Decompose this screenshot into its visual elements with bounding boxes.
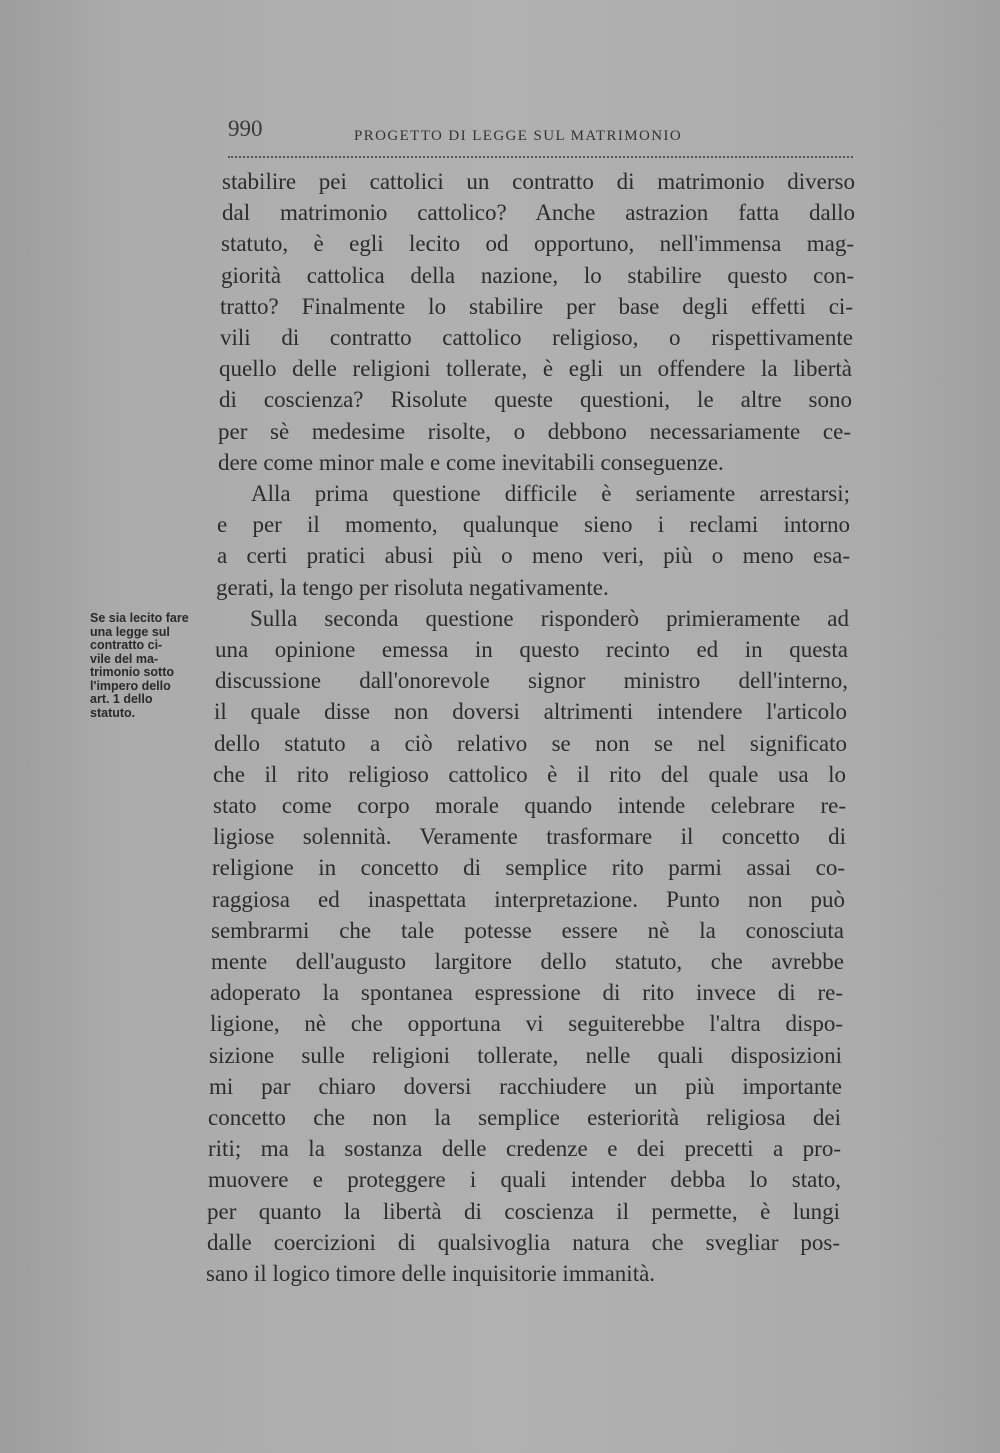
body-line: ligione, nè che opportuna vi seguiterebbe l'altra dispo- bbox=[210, 1011, 843, 1036]
body-line: una opinione emessa in questo recinto ed in questa bbox=[215, 637, 848, 662]
body-line: dal matrimonio cattolico? Anche astrazion fatta dallo bbox=[222, 200, 855, 225]
running-title: PROGETTO DI LEGGE SUL MATRIMONIO bbox=[354, 128, 683, 144]
marginal-note bbox=[90, 612, 214, 720]
body-line: sano il logico timore delle inquisitorie immanità. bbox=[206, 1261, 656, 1286]
marginal-note-line: l'impero dello bbox=[90, 678, 171, 693]
header-rule bbox=[228, 156, 853, 158]
body-line: di coscienza? Risolute queste questioni, le altre sono bbox=[219, 387, 852, 412]
page-number: 990 bbox=[228, 116, 263, 141]
marginal-note-line: trimonio sotto bbox=[90, 665, 175, 679]
body-line: il quale disse non doversi altrimenti intendere l'articolo bbox=[214, 699, 847, 724]
body-line: quello delle religioni tollerate, è egli un offendere la libertà bbox=[219, 356, 852, 381]
body-line: dere come minor male e come inevitabili conseguenze. bbox=[218, 450, 724, 475]
body-line: e per il momento, qualunque sieno i reclami intorno bbox=[217, 512, 850, 537]
body-line: dello statuto a ciò relativo se non se nel significato bbox=[214, 731, 847, 756]
body-line: stabilire pei cattolici un contratto di matrimonio diverso bbox=[222, 169, 855, 194]
body-line: sembrarmi che tale potesse essere nè la conosciuta bbox=[211, 918, 844, 943]
body-line: concetto che non la semplice esteriorità religiosa dei bbox=[208, 1105, 841, 1130]
page-header bbox=[228, 116, 853, 148]
marginal-note-line: statuto. bbox=[90, 705, 136, 720]
body-line: sizione sulle religioni tollerate, nelle quali disposizioni bbox=[209, 1043, 842, 1068]
body-line: vili di contratto cattolico religioso, o rispettivamente bbox=[220, 325, 853, 350]
body-line: raggiosa ed inaspettata interpretazione. Punto non può bbox=[212, 887, 845, 912]
body-line: religione in concetto di semplice rito parmi assai co- bbox=[212, 855, 845, 880]
body-line: tratto? Finalmente lo stabilire per base degli effetti ci- bbox=[220, 294, 853, 319]
body-line: a certi pratici abusi più o meno veri, più o meno esa- bbox=[217, 543, 850, 568]
body-line: Sulla seconda questione risponderò primieramente ad bbox=[250, 606, 849, 631]
body-line: gerati, la tengo per risoluta negativamente. bbox=[216, 575, 609, 600]
marginal-note-line: vile del ma- bbox=[90, 651, 159, 666]
body-line: discussione dall'onorevole signor ministro dell'interno, bbox=[215, 668, 848, 693]
body-line: per sè medesime risolte, o debbono necessariamente ce- bbox=[218, 419, 851, 444]
body-line: giorità cattolica della nazione, lo stabilire questo con- bbox=[221, 263, 854, 288]
body-line: mente dell'augusto largitore dello statuto, che avrebbe bbox=[211, 949, 844, 974]
marginal-note-line: una legge sul bbox=[90, 624, 170, 639]
body-line: riti; ma la sostanza delle credenze e dei precetti a pro- bbox=[208, 1136, 841, 1161]
body-line: ligiose solennità. Veramente trasformare il concetto di bbox=[213, 824, 846, 849]
body-line: muovere e proteggere i quali intender debba lo stato, bbox=[208, 1167, 841, 1192]
marginal-note-line: contratto ci- bbox=[90, 638, 163, 652]
body-line: per quanto la libertà di coscienza il permette, è lungi bbox=[207, 1199, 840, 1224]
body-line: dalle coercizioni di qualsivoglia natura che svegliar pos- bbox=[207, 1230, 840, 1255]
body-line: stato come corpo morale quando intende celebrare re- bbox=[213, 793, 846, 818]
body-line: mi par chiaro doversi racchiudere un più importante bbox=[209, 1074, 842, 1099]
body-line: statuto, è egli lecito od opportuno, nell'immensa mag- bbox=[221, 231, 854, 256]
marginal-note-line: art. 1 dello bbox=[90, 692, 153, 706]
marginal-note-line: Se sia lecito fare bbox=[90, 611, 189, 625]
body-line: che il rito religioso cattolico è il rito del quale usa lo bbox=[213, 762, 846, 787]
body-line: Alla prima questione difficile è seriamente arrestarsi; bbox=[251, 481, 850, 506]
body-line: adoperato la spontanea espressione di rito invece di re- bbox=[210, 980, 843, 1005]
